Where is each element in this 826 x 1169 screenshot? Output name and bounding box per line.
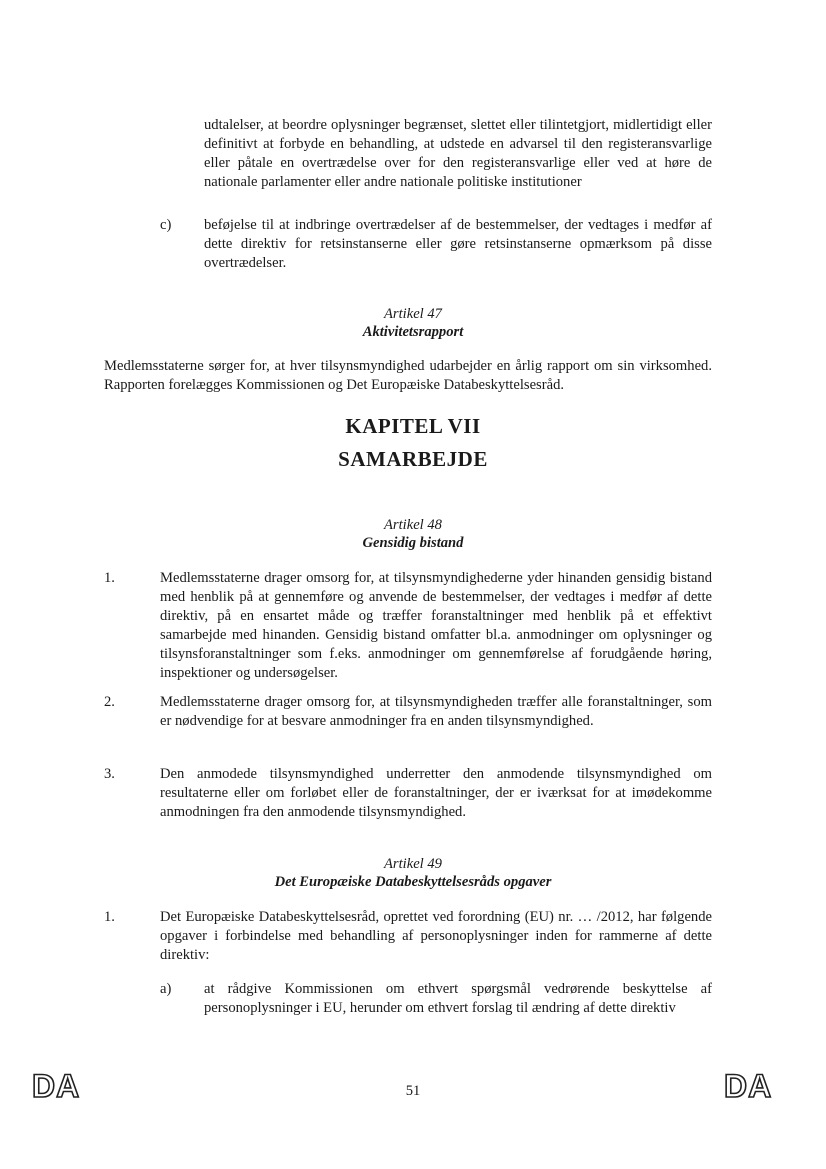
article-47-text: Medlemsstaterne sørger for, at hver tilsynsmyndighed udarbejder en årlig rapport om sin virksomhed. Rapporten forelægges Kommissionen og Det Europæiske Databeskyttelsesråd. <box>104 358 712 393</box>
article-49-item-a-marker: a) <box>160 981 172 997</box>
article-48-para-2-number: 2. <box>104 694 115 710</box>
continuation-paragraph: udtalelser, at beordre oplysninger begrænset, slettet eller tilintetgjort, midlertidigt eller definitivt at forbyde en behandling, at udstede en advarsel til den registeransvarlige eller påtale en overtrædelse over for den registeransvarlige eller ved at høre de nationale parlamenter eller andre nationale politiske institutioner <box>204 117 712 190</box>
chapter-name: SAMARBEJDE <box>338 447 488 471</box>
article-48-para-1-text: Medlemsstaterne drager omsorg for, at tilsynsmyndighederne yder hinanden gensidig bistand med henblik på at gennemføre og anvende de bestemmelser, der vedtages i medfør af dette direktiv, på en ensartet måde og træffer foranstaltninger med henblik på et effektivt samarbejde med hinanden. Gensidig bistand omfatter bl.a. anmodninger om oplysninger og tilsynsforanstaltninger som f.eks. anmodninger om gennemførelse af forudgående høring, inspektioner og undersøgelser. <box>160 570 712 681</box>
article-48-title: Artikel 48 <box>384 517 442 533</box>
article-47-name: Aktivitetsrapport <box>362 324 464 340</box>
article-48-name: Gensidig bistand <box>362 535 464 551</box>
article-48-para-3-text: Den anmodede tilsynsmyndighed underretter den anmodende tilsynsmyndighed om resultaterne eller om forløbet eller de foranstaltninger, der er iværksat for at imødekomme anmodningen fra den anmodende tilsynsmyndighed. <box>160 766 712 820</box>
article-49-para-1-text: Det Europæiske Databeskyttelsesråd, oprettet ved forordning (EU) nr. … /2012, har følgende opgaver i forbindelse med behandling af personoplysninger inden for rammerne af dette direktiv: <box>160 909 712 963</box>
footer-language-left: DA <box>32 1068 81 1104</box>
item-c-marker: c) <box>160 217 172 233</box>
footer-language-right: DA <box>724 1068 773 1104</box>
article-47-title: Artikel 47 <box>384 306 442 322</box>
article-49-title: Artikel 49 <box>384 856 442 872</box>
article-48-para-3-number: 3. <box>104 766 115 782</box>
item-c-text: beføjelse til at indbringe overtrædelser af de bestemmelser, der vedtages i medfør af dette direktiv for retsinstanserne eller gøre retsinstanserne opmærksom på disse overtrædelser. <box>204 217 712 271</box>
chapter-number: KAPITEL VII <box>345 414 481 438</box>
article-49-item-a-text: at rådgive Kommissionen om ethvert spørgsmål vedrørende beskyttelse af personoplysninger i EU, herunder om ethvert forslag til ændring af dette direktiv <box>204 981 712 1016</box>
article-49-name: Det Europæiske Databeskyttelsesråds opgaver <box>274 874 552 890</box>
page-number: 51 <box>405 1083 421 1099</box>
article-48-para-1-number: 1. <box>104 570 115 586</box>
article-48-para-2-text: Medlemsstaterne drager omsorg for, at tilsynsmyndigheden træffer alle foranstaltninger, som er nødvendige for at besvare anmodninger fra en anden tilsynsmyndighed. <box>160 694 712 729</box>
article-49-para-1-number: 1. <box>104 909 115 925</box>
